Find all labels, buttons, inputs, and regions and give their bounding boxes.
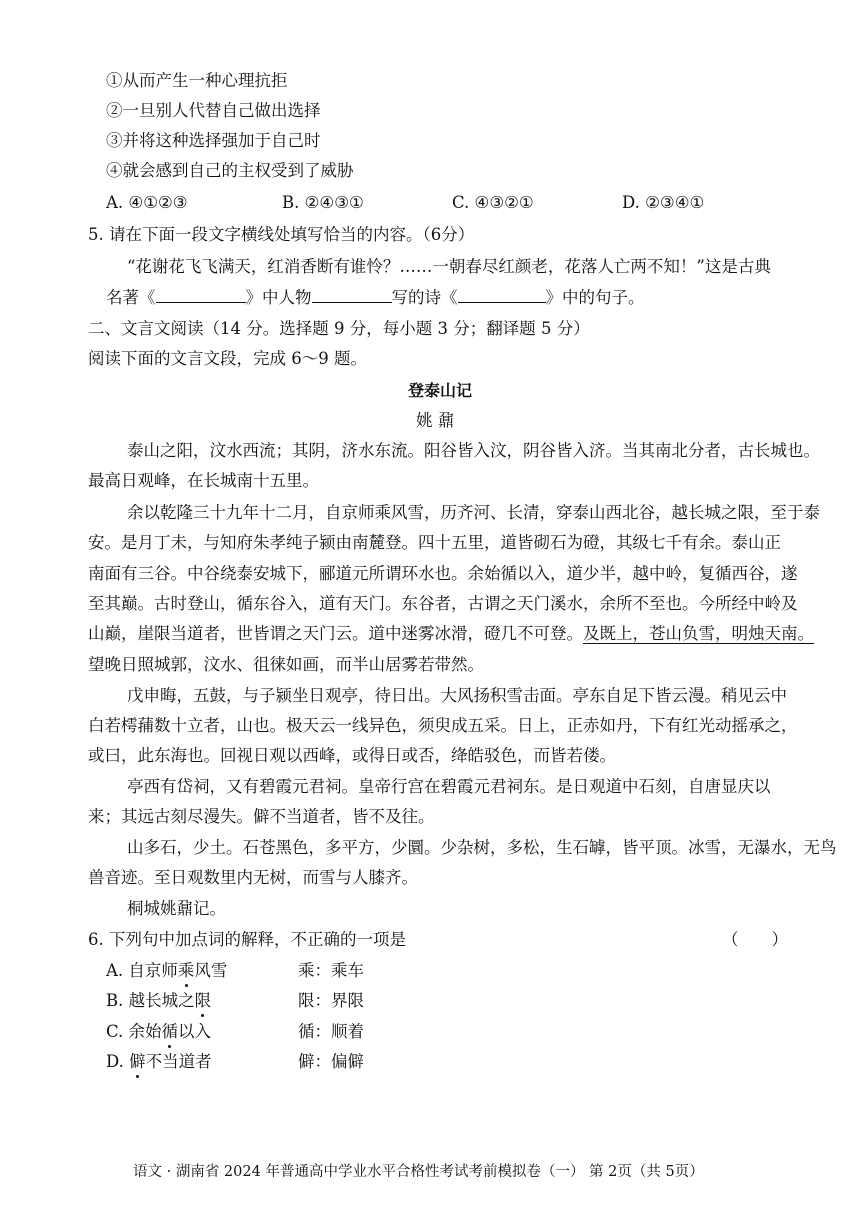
q6-d-pre: D.	[106, 1052, 130, 1071]
q6-answer-paren[interactable]: （ ）	[722, 930, 788, 949]
q6-c-pre: C. 余始	[106, 1022, 162, 1041]
passage-p5-line1: 山多石，少土。石苍黑色，多平方，少圜。少杂树，多松，生石罅，皆平顶。冰雪，无瀑水，无鸟	[127, 838, 837, 857]
q6-b-pre: B. 越长城之	[106, 991, 195, 1010]
q6-option-c[interactable]	[106, 1021, 211, 1043]
passage-p1-line1: 泰山之阳，汶水西流；其阴，济水东流。阳谷皆入汶，阴谷皆入济。当其南北分者，古长城也。	[127, 441, 820, 460]
passage-p4-line2: 来；其远古刻尽漫失。僻不当道者，皆不及往。	[88, 807, 435, 826]
passage-p2-line3: 南面有三谷。中谷绕泰安城下，郦道元所谓环水也。余始循以入，道少半，越中岭，复循西谷，遂	[88, 564, 798, 583]
passage-p3-line3: 或曰，此东海也。回视日观以西峰，或得日或否，绛皓驳色，而皆若偻。	[88, 746, 616, 765]
q6-gloss-c: 循：顺着	[298, 1022, 364, 1041]
section2-instruction: 阅读下面的文言文段，完成 6～9 题。	[88, 349, 367, 368]
page-footer: 语文 · 湖南省 2024 年普通高中学业水平合格性考试考前模拟卷（一） 第 2页（共 5页）	[133, 1164, 704, 1180]
q4-item-2: ②一旦别人代替自己做出选择	[106, 101, 321, 120]
q6-stem: 6. 下列句中加点词的解释，不正确的一项是	[88, 930, 406, 949]
q6-d-post: 不当道者	[145, 1052, 212, 1071]
q6-c-post: 以入	[178, 1022, 212, 1041]
q5-text-d: 》中的句子。	[545, 288, 645, 307]
passage-author: 姚 鼐	[416, 411, 455, 430]
passage-p3-line1: 戊申晦，五鼓，与子颍坐日观亭，待日出。大风扬积雪击面。亭东自足下皆云漫。稍见云中	[127, 686, 787, 705]
q6-a-post: 风雪	[194, 961, 228, 980]
q6-a-pre: A. 自京师	[106, 961, 178, 980]
passage-underlined-sentence: 及既上，苍山负雪，明烛天南。	[583, 624, 814, 643]
q4-option-c: C. ④③②①	[452, 193, 534, 212]
q6-d-dotted: 僻	[129, 1052, 146, 1071]
passage-p1-line2: 最高日观峰，在长城南十五里。	[88, 471, 319, 490]
q4-item-3: ③并将这种选择强加于自己时	[106, 131, 321, 150]
q6-a-dotted: 乘	[177, 961, 195, 980]
q4-item-1: ①从而产生一种心理抗拒	[106, 71, 288, 90]
q5-blank-poem[interactable]	[458, 286, 546, 303]
q5-text-c: 写的诗《	[391, 288, 458, 307]
q5-stem: 5. 请在下面一段文字横线处填写恰当的内容。（6分）	[88, 225, 475, 244]
passage-p5-line2: 兽音迹。至日观数里内无树，而雪与人膝齐。	[88, 868, 418, 887]
passage-p4-line1: 亭西有岱祠，又有碧霞元君祠。皇帝行宫在碧霞元君祠东。是日观道中石刻，自唐显庆以	[127, 777, 771, 796]
q6-b-dotted: 限	[194, 991, 212, 1010]
passage-p3-line2: 白若樗蒱数十立者，山也。极天云一线异色，须臾成五采。日上，正赤如丹，下有红光动摇承之，	[88, 716, 798, 735]
q4-option-a: A. ④①②③	[106, 193, 188, 212]
q5-blank-character[interactable]	[312, 286, 392, 303]
q5-quote-line2	[106, 286, 645, 309]
q6-option-d[interactable]	[106, 1051, 212, 1073]
q6-c-dotted: 循	[161, 1022, 179, 1041]
q6-gloss-d: 僻：偏僻	[298, 1052, 364, 1071]
passage-signature-line: 桐城姚鼐记。	[127, 899, 226, 918]
q6-gloss-a: 乘：乘车	[298, 961, 364, 980]
passage-p2-line1: 余以乾隆三十九年十二月，自京师乘风雪，历齐河、长清，穿泰山西北谷，越长城之限，至于泰	[127, 503, 820, 522]
passage-p2-line4: 至其巅。古时登山，循东谷入，道有天门。东谷者，古谓之天门溪水，余所不至也。今所经中岭及	[88, 594, 798, 613]
q4-option-d: D. ②③④①	[622, 193, 705, 212]
q5-blank-book[interactable]	[156, 286, 246, 303]
q6-option-b[interactable]	[106, 990, 211, 1012]
q5-text-b: 》中人物	[245, 288, 312, 307]
q4-option-b: B. ②④③①	[282, 193, 364, 212]
q5-text-a: 名著《	[106, 288, 156, 307]
section2-heading: 二、文言文阅读（14 分。选择题 9 分，每小题 3 分；翻译题 5 分）	[88, 319, 590, 338]
passage-title: 登泰山记	[408, 381, 473, 400]
passage-p2-line5-text: 山巅，崖限当道者，世皆谓之天门云。道中迷雾冰滑，磴几不可登。	[88, 624, 583, 643]
passage-p2-line5	[88, 623, 814, 645]
q6-gloss-b: 限：界限	[298, 991, 364, 1010]
passage-p2-line6: 望晚日照城郭，汶水、徂徕如画，而半山居雾若带然。	[88, 655, 484, 674]
passage-p2-line2: 安。是月丁未，与知府朱孝纯子颍由南麓登。四十五里，道皆砌石为磴，其级七千有余。泰山正	[88, 533, 781, 552]
q6-option-a[interactable]	[106, 960, 227, 982]
q4-item-4: ④就会感到自己的主权受到了威胁	[106, 161, 354, 180]
q5-quote-line1: “花谢花飞飞满天，红消香断有谁怜？……一朝春尽红颜老，花落人亡两不知！”这是古典	[127, 257, 771, 276]
